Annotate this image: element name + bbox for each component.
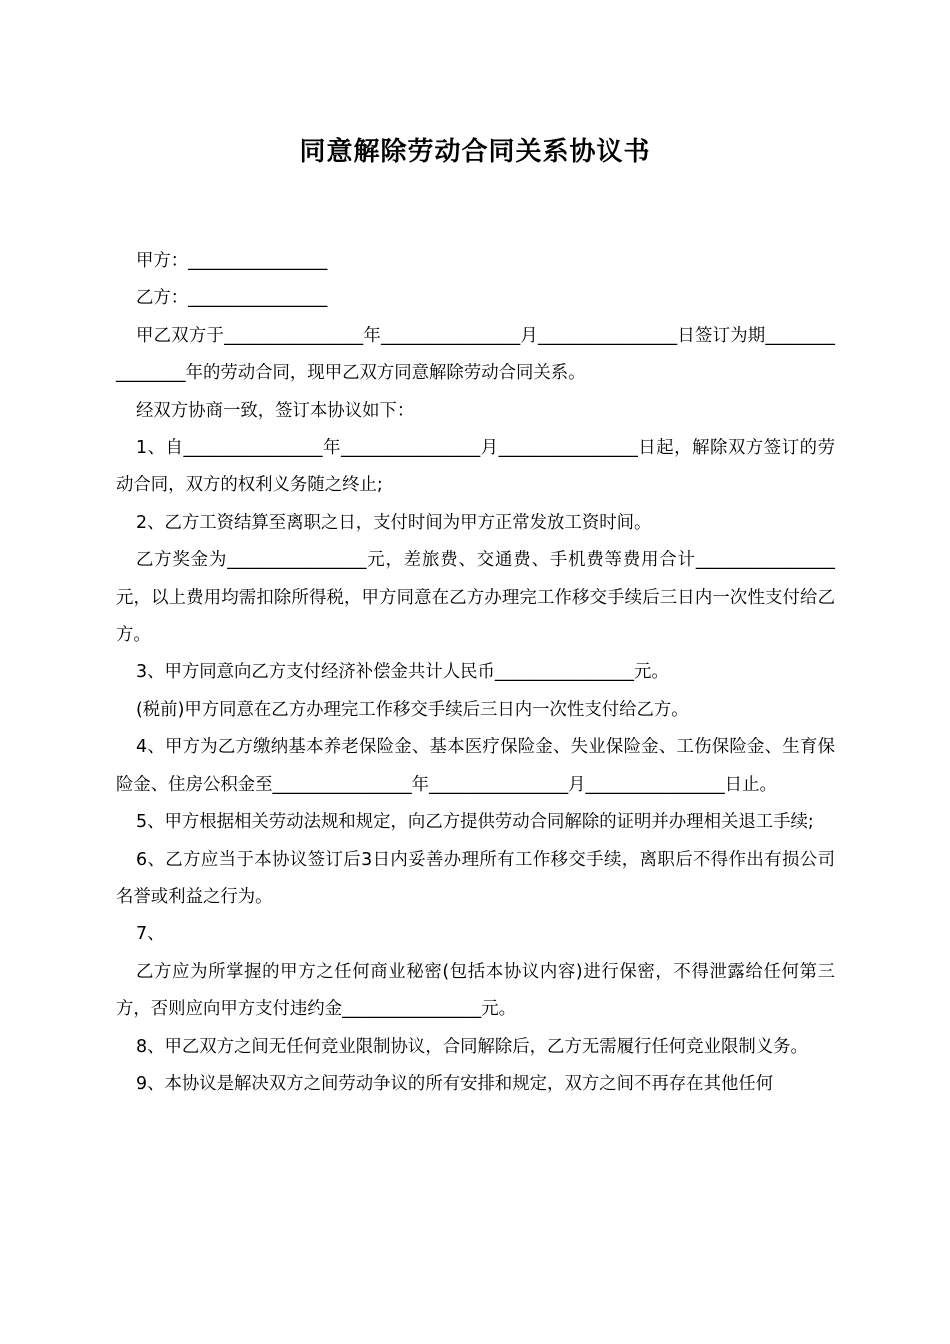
clause-3: 3、甲方同意向乙方支付经济补偿金共计人民币________________元。 <box>136 662 669 683</box>
bonus-paragraph: 乙方奖金为________________元，差旅费、交通费、手机费等费用合计________________元，以上费用均需扣除所得税，甲方同意在乙方办理完工作移交手续后三日内一次性支付给乙方。 <box>116 550 835 646</box>
clause-9: 9、本协议是解决双方之间劳动争议的所有安排和规定，双方之间不再存在其他任何 <box>136 1073 774 1094</box>
clause-7: 乙方应为所掌握的甲方之任何商业秘密(包括本协议内容)进行保密，不得泄露给任何第三方，否则应向甲方支付违约金________________元。 <box>116 961 835 1020</box>
clause-7-number: 7、 <box>136 924 165 945</box>
clause-4: 4、甲方为乙方缴纳基本养老保险金、基本医疗保险金、失业保险金、工伤保险金、生育保险金、住房公积金至________________年________________月________________日止。 <box>116 737 835 795</box>
clause-5: 5、甲方根据相关劳动法规和规定，向乙方提供劳动合同解除的证明并办理相关退工手续; <box>136 812 814 833</box>
pre-tax-paragraph: (税前)甲方同意在乙方办理完工作移交手续后三日内一次性支付给乙方。 <box>136 699 689 720</box>
party-a-line: 甲方：________________ <box>136 251 328 271</box>
clause-6: 6、乙方应当于本协议签订后3日内妥善办理所有工作移交手续，离职后不得作出有损公司名誉或利益之行为。 <box>116 849 835 907</box>
clause-1: 1、自________________年________________月________________日起，解除双方签订的劳动合同，双方的权利义务随之终止; <box>116 438 835 496</box>
clause-8: 8、甲乙双方之间无任何竞业限制协议，合同解除后，乙方无需履行任何竞业限制义务。 <box>136 1036 808 1057</box>
clause-2: 2、乙方工资结算至离职之日，支付时间为甲方正常发放工资时间。 <box>136 512 652 533</box>
document-body <box>116 243 835 1103</box>
agreement-intro: 经双方协商一致，签订本协议如下： <box>136 400 415 421</box>
contract-date-paragraph: 甲乙双方于________________年________________月________________日签订为期________________年的劳动合同，现甲乙双方同意解除劳动合同关系。 <box>116 325 835 384</box>
party-b-line: 乙方：________________ <box>136 288 328 309</box>
document-title: 同意解除劳动合同关系协议书 <box>299 137 651 167</box>
